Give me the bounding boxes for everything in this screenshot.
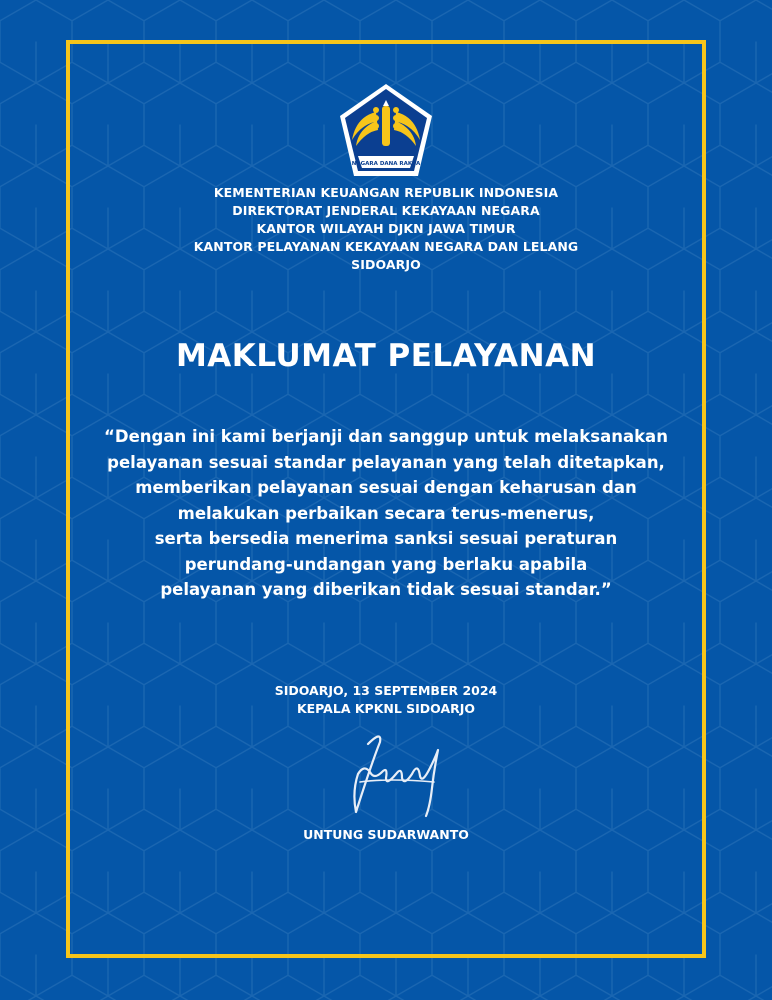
quote-line: memberikan pelayanan sesuai dengan keharusan dan xyxy=(135,478,637,497)
header-line-ministry: KEMENTERIAN KEUANGAN REPUBLIK INDONESIA xyxy=(213,185,559,200)
quote-line: “Dengan ini kami berjanji dan sanggup untuk melaksanakan xyxy=(104,427,668,446)
signature-block xyxy=(80,682,692,718)
signer-name: UNTUNG SUDARWANTO xyxy=(303,827,469,842)
kemenkeu-logo xyxy=(336,82,436,178)
institution-header xyxy=(80,184,692,274)
quote-line: pelayanan yang diberikan tidak sesuai standar.” xyxy=(160,580,612,599)
sign-position: KEPALA KPKNL SIDOARJO xyxy=(296,701,476,716)
header-line-directorate: DIREKTORAT JENDERAL KEKAYAAN NEGARA xyxy=(232,203,540,218)
quote-line: serta bersedia menerima sanksi sesuai peraturan xyxy=(154,529,618,548)
header-line-regional-office: KANTOR WILAYAH DJKN JAWA TIMUR xyxy=(256,221,516,236)
header-line-service-office: KANTOR PELAYANAN KEKAYAAN NEGARA DAN LELANG xyxy=(193,239,579,254)
quote-line: perundang-undangan yang berlaku apabila xyxy=(184,554,588,574)
service-pledge-quote xyxy=(80,424,692,603)
page-title: MAKLUMAT PELAYANAN xyxy=(175,338,597,374)
sign-place-date: SIDOARJO, 13 SEPTEMBER 2024 xyxy=(274,683,498,698)
logo-motto: NAGARA DANA RAKCA xyxy=(351,161,421,167)
quote-line: melakukan perbaikan secara terus-menerus, xyxy=(177,503,595,523)
header-line-city: SIDOARJO xyxy=(351,257,421,272)
quote-line: pelayanan sesuai standar pelayanan yang telah ditetapkan, xyxy=(107,452,665,472)
handwritten-signature xyxy=(330,722,460,822)
